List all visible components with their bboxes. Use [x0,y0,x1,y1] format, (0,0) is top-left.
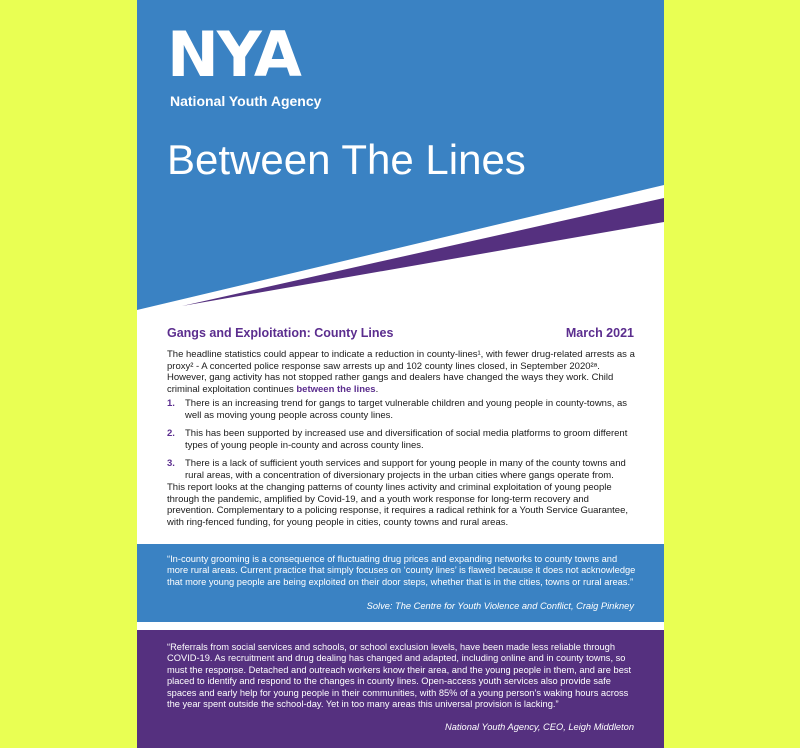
summary-paragraph: This report looks at the changing patterns of county lines activity and criminal exploitation of young people through the pandemic, amplified by Covid-19, and a youth work response for long-term recovery and prevention. Complementary to a policing response, it requires a radical rethink for a Youth Service Guarantee, with ring-fenced funding, for young people in cities, county towns and rural areas. [167,482,629,528]
list-item [167,428,638,451]
list-number: 2. [167,428,175,440]
list-text: There is a lack of sufficient youth services and support for young people in many of the county towns and rural areas, with a concentration of diversionary projects in the urban cities where gangs operate from. [185,458,626,481]
intro-text-part2: . [375,383,379,395]
intro-text-part1: The headline statistics could appear to indicate a reduction in county-lines¹, with fewer drug-related arrests as a proxy² - A concerted police response saw arrests up and 102 county lines closed, in September 2020²ᵃ. However, gang activity has not stopped rather gangs and dealers have changed the ways they work. Child criminal exploitation continues [167,349,635,395]
report-date: March 2021 [565,326,634,340]
intro-paragraph [167,349,638,395]
quote-text: “In-county grooming is a consequence of fluctuating drug prices and expanding networks to county towns and more rural areas. Current practice that simply focuses on ‘county lines’ is flawed because it does not acknowledge that more young people are being exploited on their door steps, whether that is in the cities, towns or rural areas.” [167,554,636,587]
quote-attribution: Solve: The Centre for Youth Violence and Conflict, Craig Pinkney [366,601,634,611]
intro-highlight: between the lines [296,383,376,395]
quote-text: “Referrals from social services and schools, or school exclusion levels, have been made less reliable through COVID-19. As recruitment and drug dealing has changed and adapted, including online and in county towns, so must the response. Detached and outreach workers know their area, and the young people in them, and are best placed to identify and respond to the changes in county lines. Open-access youth services also provide safe spaces and early help for young people in their communities, with 85% of a young person’s waking hours across the year spent outside the school-day. Yet in too many areas this universal provision is lacking.” [167,642,632,710]
list-number: 3. [167,458,175,470]
quote-box-nya [137,630,664,748]
section-heading: Gangs and Exploitation: County Lines [167,326,394,340]
quote-attribution: National Youth Agency, CEO, Leigh Middleton [445,722,634,732]
list-text: This has been supported by increased use and diversification of social media platforms to groom different types of young people in-county and across county lines. [185,428,628,451]
list-number: 1. [167,398,175,409]
section-header [167,326,634,340]
list-item [167,398,638,421]
list-text: There is an increasing trend for gangs to target vulnerable children and young people in county-towns, as well as moving young people across county lines. [185,398,628,421]
list-item [167,458,638,481]
quote-box-solve [137,544,664,622]
report-page [137,0,664,748]
page-title: Between The Lines [167,136,526,183]
logo-subtitle: National Youth Agency [170,93,322,109]
key-points-list [167,398,638,489]
nya-logo: NYA [167,18,300,91]
